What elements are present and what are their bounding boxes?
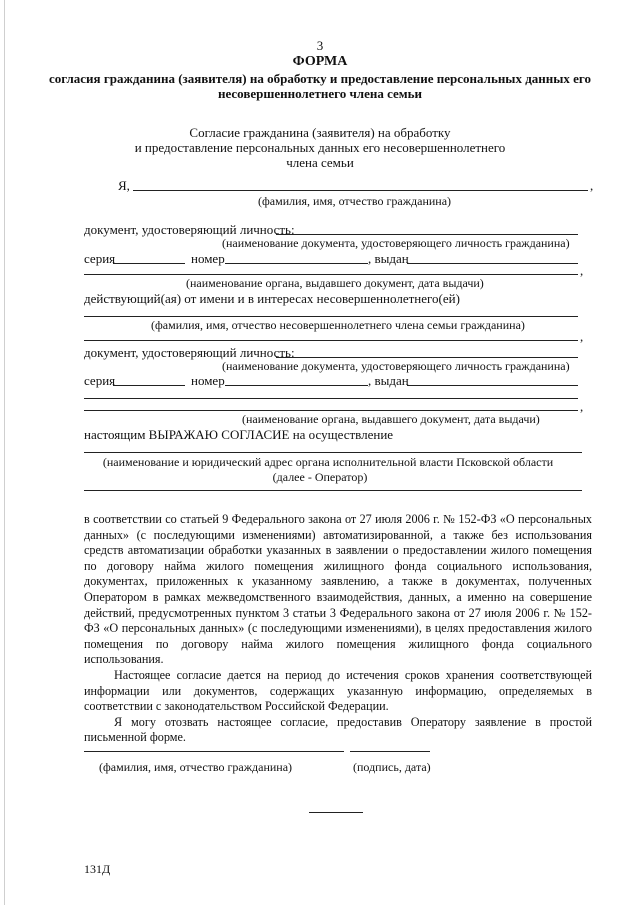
doc-field-line[interactable] — [276, 234, 578, 235]
minor-field-line[interactable] — [84, 316, 578, 317]
minor-field-line-2[interactable] — [84, 340, 578, 341]
operator-hint-line1: (наименование и юридический адрес органа исполнительной власти Псковской области — [102, 455, 554, 469]
signature-sign-line[interactable] — [350, 751, 430, 752]
issuer-hint: (наименование органа, выдавшего документ, дата выдачи) — [186, 276, 484, 290]
paragraph-1: в соответствии со статьей 9 Федерального закона от 27 июля 2006 г. № 152-ФЗ «О персональных данных» (с последующими изменениями) автоматизированной, а также без использования средств автоматизации обработки указанных в заявлении о предоставлении жилого помещения по договору найма жилого помещения жилищного фонда социального использования, документах, приложенных к указанному заявлению, а также в документах, полученных Оператором в рамках межведомственного взаимодействия, данных, а именно на совершение действий, предусмотренных пунктом 3 статьи 3 Федерального закона от 27 июля 2006 г. № 152-ФЗ «О персональных данных» (с последующими изменениями), в целях предоставления жилого помещения по договору найма жилого помещения жилищного фонда социального использования. — [84, 512, 592, 667]
footer-code: 131Д — [84, 862, 111, 876]
doc-hint: (наименование документа, удостоверяющего личность гражданина) — [222, 236, 570, 250]
form-title: ФОРМА — [292, 54, 348, 69]
doc2-hint: (наименование документа, удостоверяющего личность гражданина) — [222, 359, 570, 373]
doc2-label: документ, удостоверяющий личность: — [84, 345, 295, 360]
operator-hint-line2: (далее - Оператор) — [272, 470, 368, 484]
seriya-field-line[interactable] — [113, 263, 185, 264]
fio-hint: (фамилия, имя, отчество гражданина) — [258, 194, 452, 208]
comma: , — [580, 329, 584, 344]
consent-title-line3: члена семьи — [286, 155, 354, 170]
comma: , — [590, 178, 594, 193]
issuer2-hint: (наименование органа, выдавшего документ, дата выдачи) — [242, 412, 540, 426]
vydan-field-line[interactable] — [407, 263, 578, 264]
minor-hint: (фамилия, имя, отчество несовершеннолетнего члена семьи гражданина) — [151, 318, 525, 332]
end-divider — [309, 812, 363, 813]
vydan2-label: , выдан — [368, 373, 409, 388]
doc-label: документ, удостоверяющий личность: — [84, 222, 295, 237]
issuer-field-line[interactable] — [84, 274, 578, 275]
form-subtitle-line1: согласия гражданина (заявителя) на обработку и предоставление персональных данных его — [48, 71, 592, 86]
acting-label: действующий(ая) от имени и в интересах несовершеннолетнего(ей) — [84, 291, 460, 306]
seriya-label: серия — [84, 251, 116, 266]
comma: , — [580, 263, 584, 278]
form-subtitle-line2: несовершеннолетнего члена семьи — [217, 86, 423, 101]
seriya2-label: серия — [84, 373, 116, 388]
seriya2-field-line[interactable] — [113, 385, 185, 386]
issuer2-field-line-2[interactable] — [84, 410, 578, 411]
signature-sign-hint: (подпись, дата) — [353, 760, 431, 774]
nomer-field-line[interactable] — [225, 263, 368, 264]
signature-fio-line[interactable] — [84, 751, 344, 752]
body-text — [84, 512, 592, 746]
comma: , — [580, 399, 584, 414]
operator-field-line-2[interactable] — [84, 490, 582, 491]
vydan-label: , выдан — [368, 251, 409, 266]
doc2-field-line[interactable] — [276, 357, 578, 358]
vydan2-field-line[interactable] — [407, 385, 578, 386]
ya-label: Я, — [118, 178, 130, 193]
fio-field-line[interactable] — [133, 190, 588, 191]
paragraph-2: Настоящее согласие дается на период до истечения сроков хранения соответствующей информации или документов, содержащих указанную информацию, определяемых в соответствии с законодательством Российской Федерации. — [84, 667, 592, 714]
consent-label: настоящим ВЫРАЖАЮ СОГЛАСИЕ на осуществление — [84, 427, 394, 442]
nomer-label: номер — [191, 251, 225, 266]
signature-fio-hint: (фамилия, имя, отчество гражданина) — [99, 760, 293, 774]
issuer2-field-line[interactable] — [84, 398, 578, 399]
nomer2-label: номер — [191, 373, 225, 388]
page-number: 3 — [316, 38, 324, 53]
nomer2-field-line[interactable] — [225, 385, 368, 386]
paragraph-3: Я могу отозвать настоящее согласие, предоставив Оператору заявление в простой письменной форме. — [84, 714, 592, 745]
operator-field-line[interactable] — [84, 452, 582, 453]
consent-title-line1: Согласие гражданина (заявителя) на обработку — [189, 125, 451, 140]
consent-title-line2: и предоставление персональных данных его несовершеннолетнего — [134, 140, 506, 155]
